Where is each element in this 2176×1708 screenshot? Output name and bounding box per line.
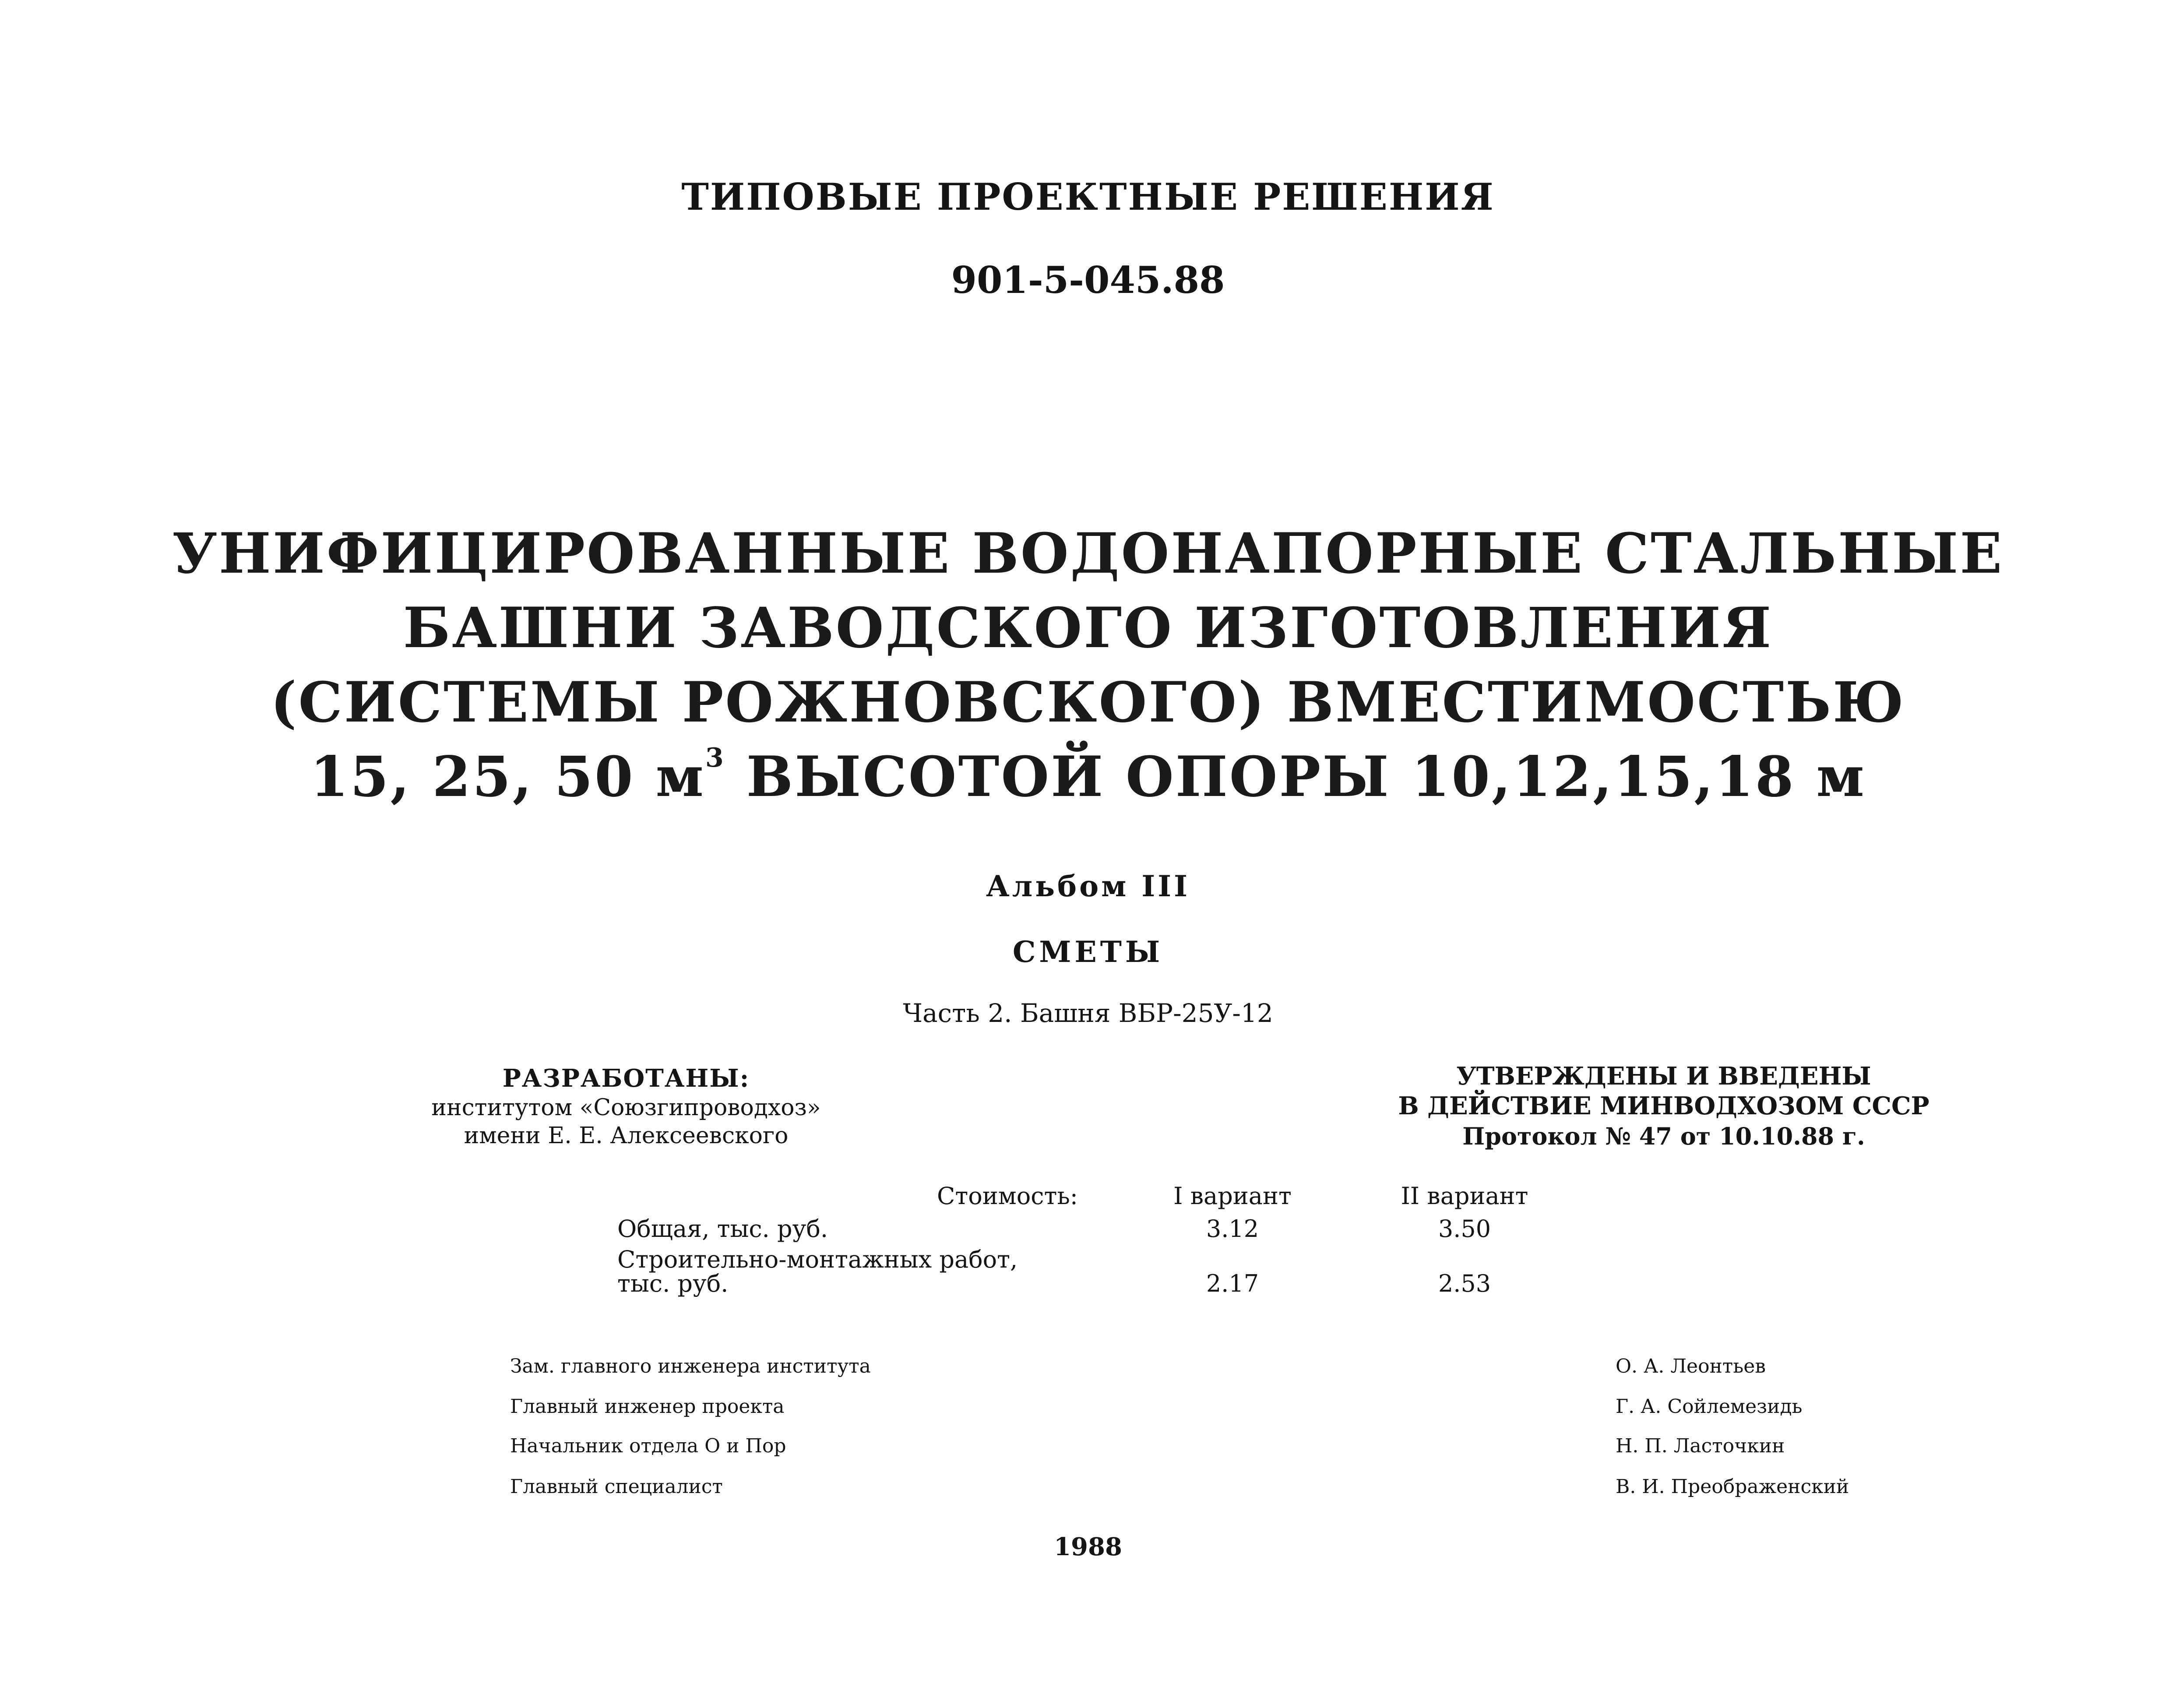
cost-row-construction-label-1: Строительно-монтажных работ,	[617, 1246, 1018, 1273]
cost-header-label: Стоимость:	[937, 1182, 1078, 1210]
cost-variant-2-header: II вариант	[1401, 1182, 1528, 1210]
staff-role: Зам. главного инженера института	[510, 1355, 871, 1377]
title-line-4-height: ВЫСОТОЙ ОПОРЫ 10,12,15,18 м	[725, 744, 1866, 809]
cost-row-total-v1: 3.12	[1206, 1215, 1259, 1243]
staff-role: Главный специалист	[510, 1476, 723, 1498]
staff-name: Н. П. Ласточкин	[1616, 1435, 1785, 1457]
cost-row-construction-v1: 2.17	[1206, 1270, 1259, 1297]
section-title: СМЕТЫ	[1012, 935, 1164, 969]
part-title: Часть 2. Башня ВБР-25У-12	[903, 998, 1273, 1028]
publication-year: 1988	[1054, 1532, 1122, 1561]
developed-named-after: имени Е. Е. Алексеевского	[464, 1123, 789, 1149]
developed-by-block	[363, 1064, 889, 1149]
staff-role: Главный инженер проекта	[510, 1395, 785, 1418]
project-code: 901-5-045.88	[951, 258, 1225, 302]
staff-name: В. И. Преображенский	[1616, 1476, 1849, 1498]
title-line-3: (СИСТЕМЫ РОЖНОВСКОГО) ВМЕСТИМОСТЬЮ	[270, 670, 1906, 735]
title-line-4-superscript: 3	[705, 743, 725, 773]
cost-row-construction-label-2: тыс. руб.	[617, 1270, 729, 1297]
approved-line-2: В ДЕЙСТВИЕ МИНВОДХОЗОМ СССР	[1398, 1092, 1930, 1120]
cost-variant-1-header: I вариант	[1173, 1182, 1292, 1210]
approved-protocol: Протокол № 47 от 10.10.88 г.	[1462, 1122, 1865, 1150]
developed-heading: РАЗРАБОТАНЫ:	[502, 1064, 750, 1093]
developed-institute: институтом «Союзгипроводхоз»	[431, 1095, 821, 1121]
album-label: Альбом III	[986, 869, 1190, 903]
title-line-4-capacity: 15, 25, 50 м	[310, 744, 705, 809]
cost-row-construction-v2: 2.53	[1438, 1270, 1491, 1297]
series-heading: ТИПОВЫЕ ПРОЕКТНЫЕ РЕШЕНИЯ	[681, 175, 1495, 218]
cost-row-total-v2: 3.50	[1438, 1215, 1491, 1243]
title-line-2: БАШНИ ЗАВОДСКОГО ИЗГОТОВЛЕНИЯ	[403, 595, 1773, 660]
staff-name: Г. А. Сойлемезидь	[1616, 1395, 1803, 1418]
title-line-1: УНИФИЦИРОВАННЫЕ ВОДОНАПОРНЫЕ СТАЛЬНЫЕ	[172, 521, 2004, 586]
approved-block	[1335, 1062, 1992, 1150]
staff-role: Начальник отдела О и Пор	[510, 1435, 786, 1457]
approved-line-1: УТВЕРЖДЕНЫ И ВВЕДЕНЫ	[1456, 1062, 1871, 1091]
title-line-4	[0, 744, 2176, 809]
cost-row-total-label: Общая, тыс. руб.	[617, 1215, 828, 1243]
staff-name: О. А. Леонтьев	[1616, 1355, 1766, 1377]
